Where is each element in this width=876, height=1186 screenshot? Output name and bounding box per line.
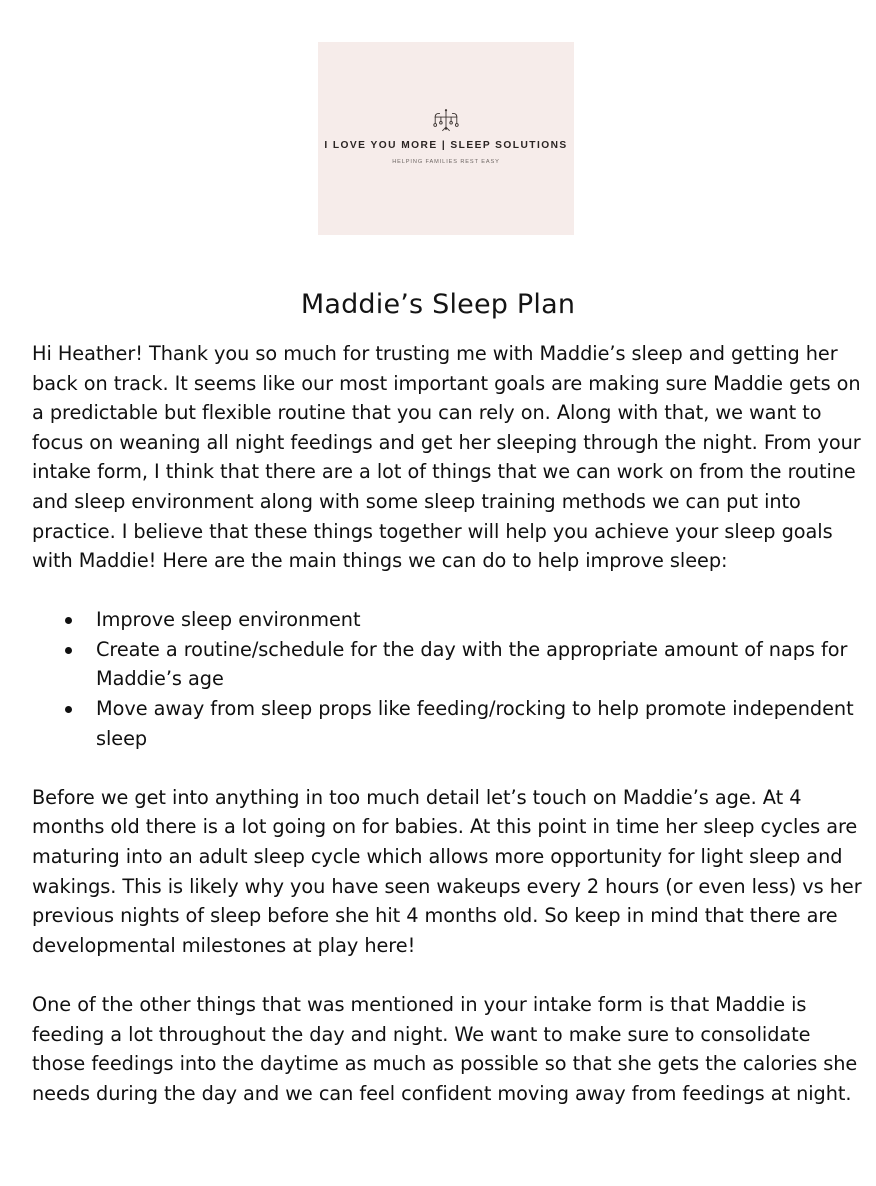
- list-item-label: Move away from sleep props like feeding/rocking to help promote independent sleep: [96, 697, 854, 750]
- brand-logo-inner: [324, 108, 567, 166]
- list-item: [32, 635, 864, 694]
- list-item: [32, 694, 864, 753]
- brand-tagline: HELPING FAMILIES REST EASY: [392, 159, 500, 166]
- age-paragraph: Before we get into anything in too much detail let’s touch on Maddie’s age. At 4 months old there is a lot going on for babies. At this point in time her sleep cycles are maturing into an adult sleep cycle which allows more opportunity for light sleep and wakings. This is likely why you have seen wakeups every 2 hours (or even less) vs her previous nights of sleep before she hit 4 months old. So keep in mind that there are developmental milestones at play here!: [32, 785, 862, 957]
- brand-wordmark: I LOVE YOU MORE | SLEEP SOLUTIONS: [324, 140, 568, 151]
- document-body: [32, 339, 864, 1108]
- page-title: Maddie’s Sleep Plan: [300, 289, 576, 321]
- list-item-label: Create a routine/schedule for the day with the appropriate amount of naps for Maddie’s age: [96, 637, 848, 691]
- brand-logo-banner: [318, 42, 574, 235]
- bullet-dot-icon: [65, 706, 72, 713]
- bullet-dot-icon: [65, 617, 72, 624]
- list-item: [32, 605, 864, 635]
- list-item-label: Improve sleep environment: [96, 608, 361, 632]
- intro-paragraph: Hi Heather! Thank you so much for trusting me with Maddie’s sleep and getting her back on track. It seems like our most important goals are making sure Maddie gets on a predictable but flexible routine that you can rely on. Along with that, we want to focus on weaning all night feedings and get her sleeping through the night. From your intake form, I think that there are a lot of things that we can work on from the routine and sleep environment along with some sleep training methods we can put into practice. I believe that these things together will help you achieve your sleep goals with Maddie! Here are the main things we can do to help improve sleep:: [32, 342, 861, 573]
- baby-mobile-icon: [431, 108, 461, 135]
- feeding-paragraph: One of the other things that was mentioned in your intake form is that Maddie is feeding a lot throughout the day and night. We want to make sure to consolidate those feedings into the daytime as much as possible so that she gets the calories she needs during the day and we can feel confident moving away from feedings at night.: [32, 992, 858, 1105]
- bullet-dot-icon: [65, 647, 72, 654]
- goals-bullet-list: [32, 605, 864, 753]
